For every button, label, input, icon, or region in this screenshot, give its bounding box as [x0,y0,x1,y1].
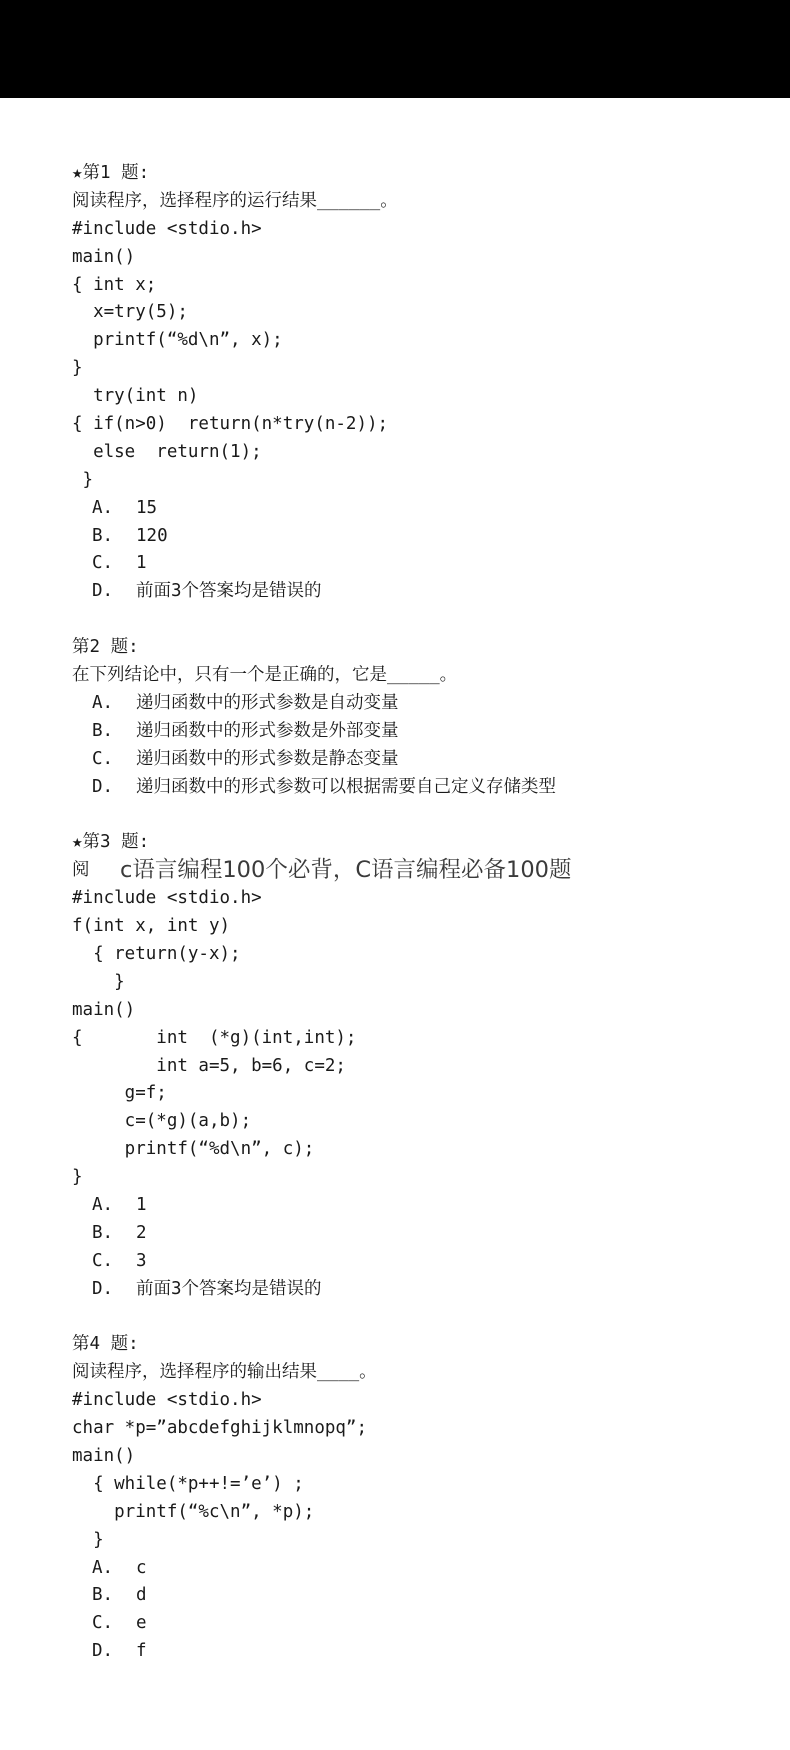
answer-option [72,1248,772,1276]
answer-option [72,1582,772,1610]
question-stem: 阅 [72,860,90,881]
code-line: printf(“%d\n”, x); [72,330,283,351]
code-line: char *p=”abcdefghijklmnopq”; [72,1418,368,1439]
option-text: f [136,1641,147,1662]
code-line: printf(“%d\n”, c); [72,1139,315,1160]
code-line: else return(1); [72,441,262,462]
option-text: 递归函数中的形式参数可以根据需要自己定义存储类型 [136,776,556,797]
answer-option [72,523,772,551]
watermark-caption: c语言编程100个必背，C语言编程必备100题 [118,852,573,884]
option-letter: B. [92,1222,114,1243]
option-letter: A. [92,1557,114,1578]
answer-option [72,1276,772,1304]
option-text: 1 [136,553,147,574]
code-line: x=try(5); [72,302,188,323]
question-header: 第2 题: [72,637,139,658]
option-text: 3 [136,1250,147,1271]
option-letter: A. [92,1194,114,1215]
option-letter: A. [92,497,114,518]
option-letter: B. [92,1585,114,1606]
exam-document [72,160,772,1666]
code-line: f(int x, int y) [72,916,231,937]
option-letter: A. [92,692,114,713]
answer-option [72,1610,772,1638]
code-line: } [72,469,94,490]
question-stem: 在下列结论中，只有一个是正确的，它是_____。 [72,665,458,686]
question-header: 第4 题: [72,1334,139,1355]
option-text: 递归函数中的形式参数是自动变量 [136,692,399,713]
question-spacer [72,1304,772,1332]
code-line: } [72,1167,83,1188]
code-line: int a=5, b=6, c=2; [72,1055,346,1076]
code-line: { int x; [72,274,157,295]
answer-option [72,718,772,746]
question-stem: 阅读程序，选择程序的输出结果____。 [72,1362,377,1383]
option-letter: C. [92,1613,114,1634]
code-line: { while(*p++!=’e’) ; [72,1473,304,1494]
answer-option [72,550,772,578]
option-text: 递归函数中的形式参数是外部变量 [136,720,399,741]
option-letter: D. [92,776,114,797]
answer-option [72,1555,772,1583]
code-line: main() [72,246,136,267]
answer-option [72,578,772,606]
code-line: } [72,358,83,379]
top-black-bar [0,0,790,98]
option-letter: B. [92,525,114,546]
option-letter: C. [92,1250,114,1271]
code-line: c=(*g)(a,b); [72,1111,252,1132]
question-header: ★第3 题: [72,832,150,853]
option-letter: C. [92,553,114,574]
option-text: 2 [136,1222,147,1243]
answer-option [72,690,772,718]
answer-option [72,495,772,523]
code-line: main() [72,1445,136,1466]
code-line: #include <stdio.h> [72,1390,262,1411]
answer-option [72,1220,772,1248]
question-spacer [72,606,772,634]
code-line: } [72,1529,104,1550]
answer-option [72,746,772,774]
question-spacer [72,801,772,829]
code-line: printf(“%c\n”, *p); [72,1501,315,1522]
option-text: d [136,1585,147,1606]
code-line: main() [72,999,136,1020]
option-text: 15 [136,497,158,518]
code-line: try(int n) [72,386,199,407]
option-text: c [136,1557,147,1578]
code-line: #include <stdio.h> [72,888,262,909]
option-text: e [136,1613,147,1634]
option-letter: D. [92,1641,114,1662]
code-line: #include <stdio.h> [72,218,262,239]
question-stem: 阅读程序，选择程序的运行结果______。 [72,190,398,211]
code-line: } [72,971,125,992]
code-line: { if(n>0) return(n*try(n-2)); [72,414,389,435]
answer-option [72,774,772,802]
option-letter: D. [92,581,114,602]
option-letter: C. [92,748,114,769]
code-line: { return(y-x); [72,943,241,964]
code-line: g=f; [72,1083,167,1104]
option-letter: D. [92,1278,114,1299]
option-text: 前面3个答案均是错误的 [136,581,322,602]
question-header: ★第1 题: [72,163,150,183]
answer-option [72,1638,772,1666]
option-text: 1 [136,1194,147,1215]
option-letter: B. [92,720,114,741]
option-text: 递归函数中的形式参数是静态变量 [136,748,399,769]
answer-option [72,1192,772,1220]
code-line: { int (*g)(int,int); [72,1027,357,1048]
option-text: 前面3个答案均是错误的 [136,1278,322,1299]
option-text: 120 [136,525,168,546]
